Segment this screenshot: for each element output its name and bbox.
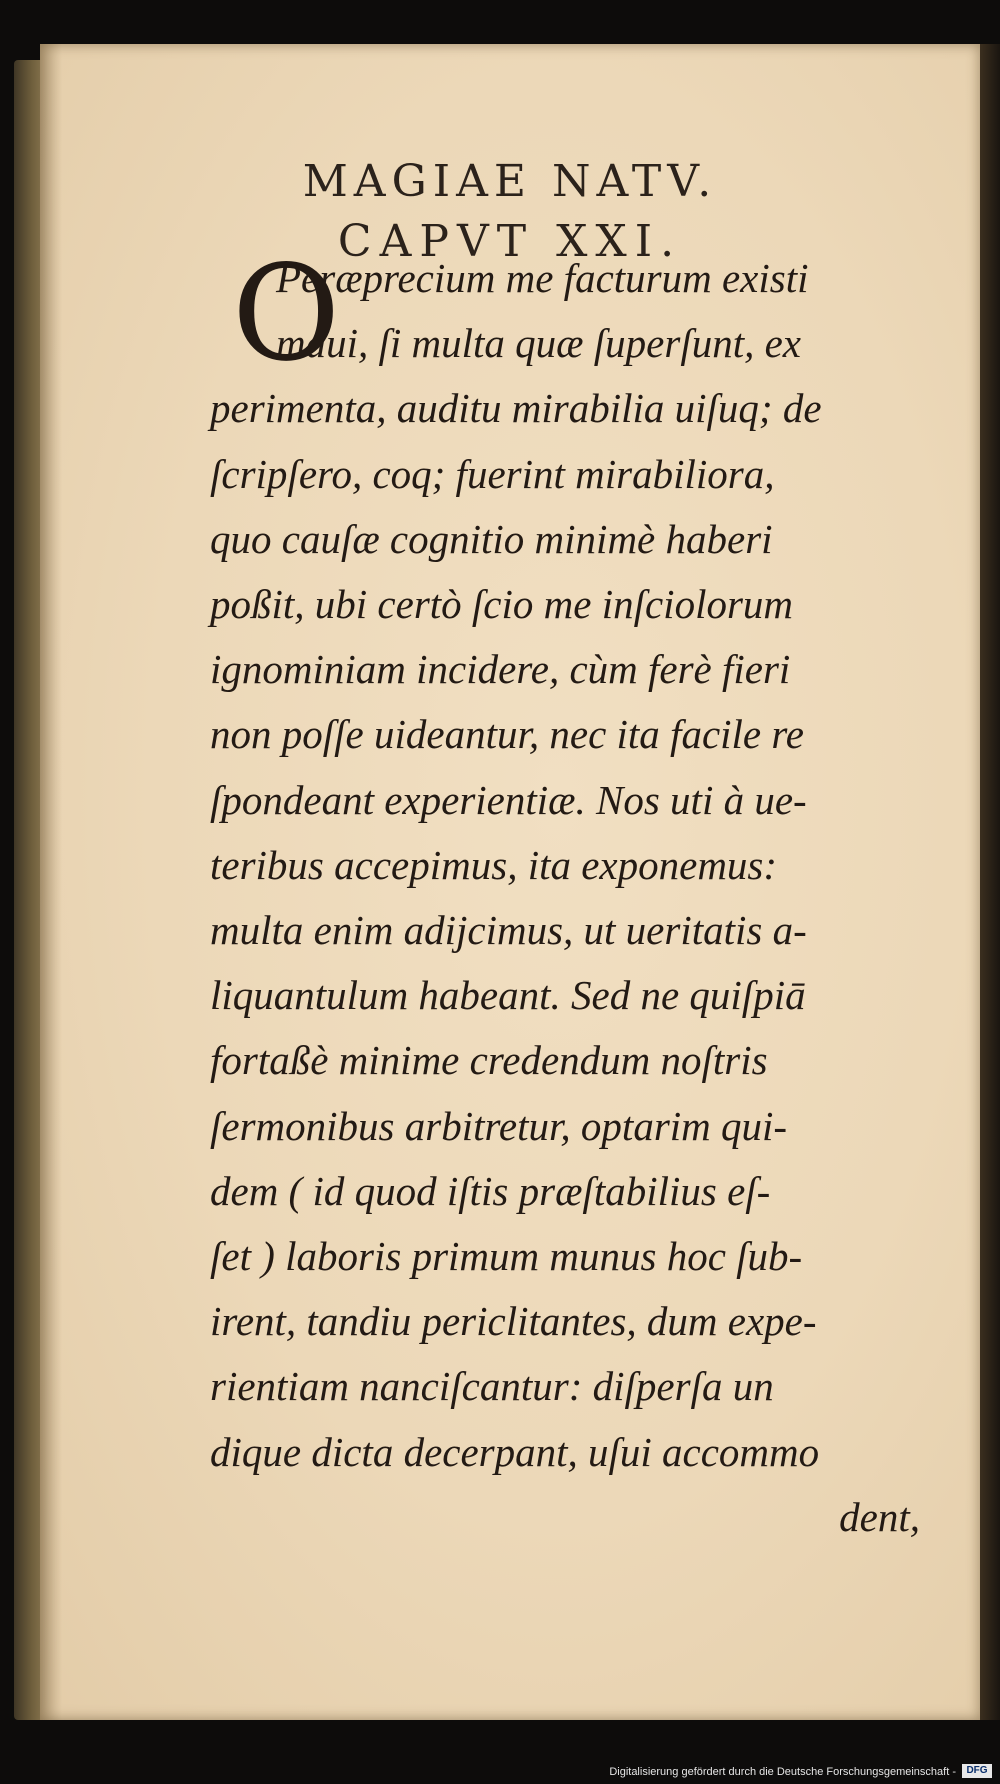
text-line: ſpondeant experientiæ. Nos uti à ue- <box>210 776 807 823</box>
text-line: liquantulum habeant. Sed ne quiſpiā <box>210 972 806 1019</box>
text-line: dique dicta decerpant, uſui accommo <box>210 1428 820 1475</box>
running-head: MAGIAE NATV. <box>302 156 718 207</box>
text-line: fortaßè minime credendum noſtris <box>210 1037 768 1084</box>
text-line: rientiam nanciſcantur: diſperſa un <box>210 1363 774 1410</box>
text-line: multa enim adijcimus, ut ueritatis a- <box>210 907 807 954</box>
text-line: ſermonibus arbitretur, optarim qui- <box>210 1102 788 1149</box>
text-line: poßit, ubi certò ſcio me inſciolorum <box>210 581 794 628</box>
text-line: irent, tandiu periclitantes, dum expe- <box>210 1298 817 1345</box>
text-line: perimenta, auditu mirabilia uiſuq; de <box>210 385 822 432</box>
text-line: quo cauſæ cognitio minimè haberi <box>210 515 773 562</box>
text-line: Peræprecium me facturum existi <box>276 255 809 301</box>
text-line: teribus accepimus, ita exponemus: <box>210 841 778 888</box>
text-line: ſcripſero, coq; fuerint mirabiliora, <box>210 450 775 497</box>
text-line: dem ( id quod iſtis præſtabilius eſ- <box>210 1167 771 1214</box>
text-line: ſet ) laboris primum munus hoc ſub- <box>210 1233 803 1280</box>
dfg-logo: DFG <box>962 1764 992 1778</box>
text-line: non poſſe uideantur, nec ita facile re <box>210 711 804 758</box>
text-line: maui, ſi multa quæ ſuperſunt, ex <box>276 320 801 367</box>
chapter-heading: CAPVT XXI. <box>337 216 683 267</box>
text-line: ignominiam incidere, cùm ferè fieri <box>210 646 791 693</box>
digitization-credit: Digitalisierung gefördert durch die Deutsche Forschungsgemeinschaft - <box>609 1766 956 1778</box>
facing-page-edge <box>980 44 1000 1720</box>
catchword: dent, <box>839 1493 920 1540</box>
drop-cap-initial: O <box>232 237 341 391</box>
